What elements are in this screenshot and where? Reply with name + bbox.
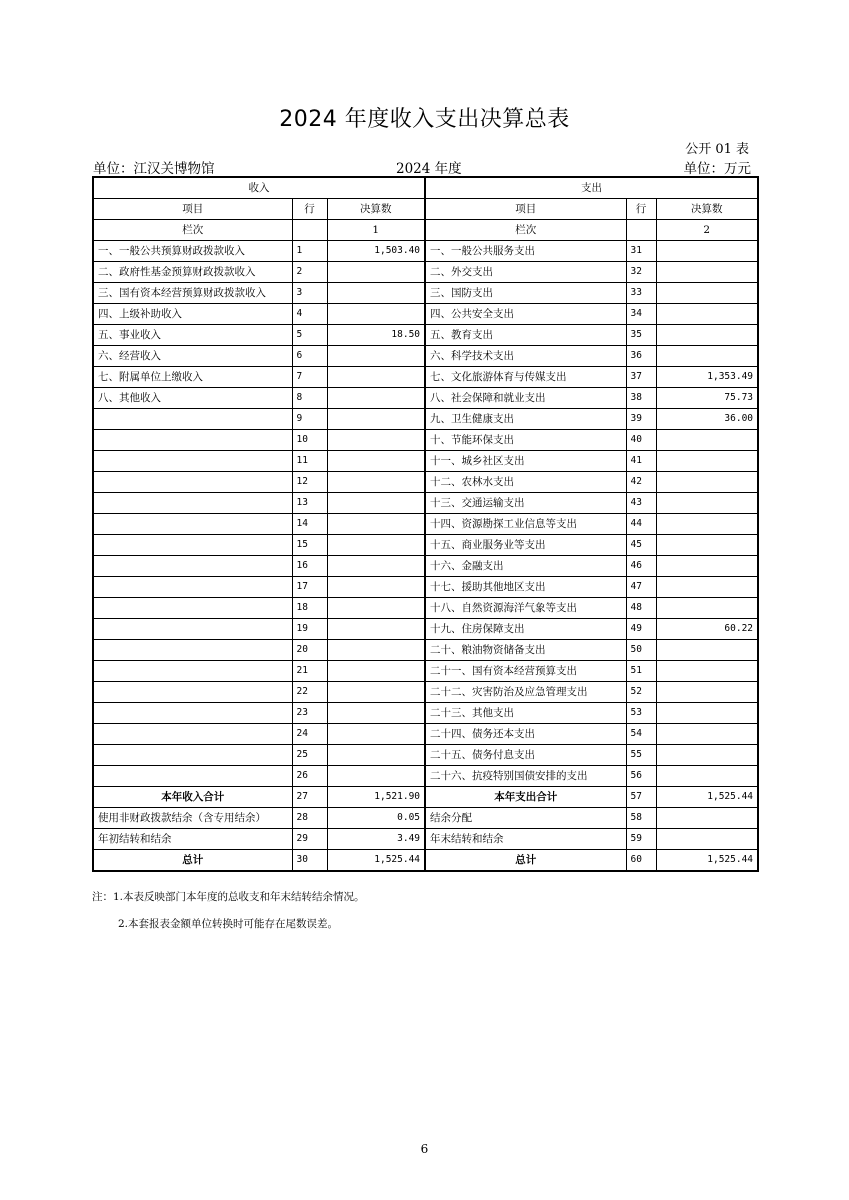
income-amount (327, 619, 425, 640)
expense-amount (656, 661, 758, 682)
note-1: 注：1.本表反映部门本年度的总收支和年末结转结余情况。 (92, 891, 365, 903)
income-amount (327, 514, 425, 535)
income-row-number: 7 (292, 367, 327, 388)
expense-row-number: 36 (626, 346, 656, 367)
expense-item: 十、节能环保支出 (425, 430, 626, 451)
expense-row-number: 31 (626, 241, 656, 262)
table-row (93, 241, 758, 262)
income-row-number: 9 (292, 409, 327, 430)
income-item (93, 514, 292, 535)
income-item (93, 703, 292, 724)
income-row-number: 3 (292, 283, 327, 304)
income-row-number: 15 (292, 535, 327, 556)
expense-item: 二、外交支出 (425, 262, 626, 283)
expense-column-blank (626, 220, 656, 241)
income-item (93, 493, 292, 514)
income-item (93, 535, 292, 556)
income-column-blank (292, 220, 327, 241)
expense-row-number: 51 (626, 661, 656, 682)
expense-amount: 1,525.44 (656, 787, 758, 808)
income-row-number: 16 (292, 556, 327, 577)
expense-amount (656, 577, 758, 598)
expense-amount: 75.73 (656, 388, 758, 409)
table-row (93, 262, 758, 283)
table-notes (92, 884, 365, 938)
expense-item: 十八、自然资源海洋气象等支出 (425, 598, 626, 619)
expense-item: 三、国防支出 (425, 283, 626, 304)
expense-item: 十二、农林水支出 (425, 472, 626, 493)
expense-item: 结余分配 (425, 808, 626, 829)
income-row-number: 13 (292, 493, 327, 514)
expense-row-number: 52 (626, 682, 656, 703)
table-row (93, 472, 758, 493)
income-amount (327, 598, 425, 619)
income-column-index: 1 (327, 220, 425, 241)
income-expense-table (92, 176, 759, 872)
income-row-number: 23 (292, 703, 327, 724)
table-row (93, 703, 758, 724)
income-amount: 3.49 (327, 829, 425, 850)
expense-column-index: 2 (656, 220, 758, 241)
table-row (93, 430, 758, 451)
income-amount (327, 703, 425, 724)
expense-item: 十四、资源勘探工业信息等支出 (425, 514, 626, 535)
income-row-header: 行 (292, 199, 327, 220)
income-amount (327, 577, 425, 598)
income-amount (327, 661, 425, 682)
table-row (93, 388, 758, 409)
income-amount (327, 283, 425, 304)
income-item (93, 556, 292, 577)
income-amount (327, 430, 425, 451)
table-row (93, 556, 758, 577)
income-row-number: 12 (292, 472, 327, 493)
expense-row-number: 55 (626, 745, 656, 766)
expense-item: 十五、商业服务业等支出 (425, 535, 626, 556)
table-row (93, 367, 758, 388)
expense-item: 七、文化旅游体育与传媒支出 (425, 367, 626, 388)
expense-amount (656, 703, 758, 724)
table-row (93, 346, 758, 367)
table-row (93, 787, 758, 808)
income-row-number: 14 (292, 514, 327, 535)
income-row-number: 8 (292, 388, 327, 409)
table-row (93, 682, 758, 703)
expense-amount (656, 808, 758, 829)
expense-row-number: 40 (626, 430, 656, 451)
income-item (93, 661, 292, 682)
table-row (93, 451, 758, 472)
expense-item: 四、公共安全支出 (425, 304, 626, 325)
table-row (93, 724, 758, 745)
expense-amount (656, 241, 758, 262)
table-row (93, 640, 758, 661)
expense-item: 年末结转和结余 (425, 829, 626, 850)
report-year: 2024 年度 (396, 161, 462, 177)
expense-amount: 60.22 (656, 619, 758, 640)
income-row-number: 22 (292, 682, 327, 703)
expense-item: 八、社会保障和就业支出 (425, 388, 626, 409)
income-row-number: 24 (292, 724, 327, 745)
income-amount (327, 346, 425, 367)
expense-row-number: 34 (626, 304, 656, 325)
expense-row-number: 43 (626, 493, 656, 514)
income-amount: 0.05 (327, 808, 425, 829)
income-amount (327, 745, 425, 766)
income-amount: 1,503.40 (327, 241, 425, 262)
note-2: 2.本套报表金额单位转换时可能存在尾数误差。 (118, 918, 339, 930)
income-amount (327, 262, 425, 283)
expense-row-number: 46 (626, 556, 656, 577)
expense-amount (656, 598, 758, 619)
expense-item: 一、一般公共服务支出 (425, 241, 626, 262)
expense-item: 二十二、灾害防治及应急管理支出 (425, 682, 626, 703)
expense-item: 五、教育支出 (425, 325, 626, 346)
income-item (93, 598, 292, 619)
money-unit: 单位：万元 (683, 161, 751, 177)
expense-item: 十三、交通运输支出 (425, 493, 626, 514)
income-amount: 1,525.44 (327, 850, 425, 872)
income-row-number: 6 (292, 346, 327, 367)
income-row-number: 28 (292, 808, 327, 829)
expense-section-header: 支出 (425, 177, 758, 199)
income-amount (327, 535, 425, 556)
income-amount-header: 决算数 (327, 199, 425, 220)
expense-item: 十九、住房保障支出 (425, 619, 626, 640)
expense-amount (656, 535, 758, 556)
expense-row-number: 49 (626, 619, 656, 640)
expense-row-number: 33 (626, 283, 656, 304)
expense-item: 二十、粮油物资储备支出 (425, 640, 626, 661)
income-item: 四、上级补助收入 (93, 304, 292, 325)
income-column-label: 栏次 (93, 220, 292, 241)
expense-row-number: 58 (626, 808, 656, 829)
expense-amount (656, 304, 758, 325)
expense-row-number: 45 (626, 535, 656, 556)
expense-row-number: 42 (626, 472, 656, 493)
income-item: 年初结转和结余 (93, 829, 292, 850)
expense-item: 本年支出合计 (425, 787, 626, 808)
expense-amount (656, 493, 758, 514)
income-section-header: 收入 (93, 177, 425, 199)
income-item: 总计 (93, 850, 292, 872)
table-row (93, 619, 758, 640)
income-row-number: 2 (292, 262, 327, 283)
expense-item: 十七、援助其他地区支出 (425, 577, 626, 598)
expense-row-number: 32 (626, 262, 656, 283)
table-row (93, 493, 758, 514)
expense-amount: 1,353.49 (656, 367, 758, 388)
table-row (93, 325, 758, 346)
income-row-number: 21 (292, 661, 327, 682)
expense-row-number: 38 (626, 388, 656, 409)
expense-item: 十一、城乡社区支出 (425, 451, 626, 472)
income-item: 本年收入合计 (93, 787, 292, 808)
income-row-number: 30 (292, 850, 327, 872)
expense-amount (656, 682, 758, 703)
income-row-number: 1 (292, 241, 327, 262)
income-row-number: 17 (292, 577, 327, 598)
income-amount (327, 409, 425, 430)
expense-row-number: 57 (626, 787, 656, 808)
expense-item: 二十六、抗疫特别国债安排的支出 (425, 766, 626, 787)
expense-amount (656, 283, 758, 304)
reporting-unit: 单位：江汉关博物馆 (93, 161, 215, 177)
expense-row-number: 56 (626, 766, 656, 787)
income-item (93, 682, 292, 703)
income-item: 一、一般公共预算财政拨款收入 (93, 241, 292, 262)
income-item: 使用非财政拨款结余（含专用结余） (93, 808, 292, 829)
expense-amount (656, 346, 758, 367)
income-amount (327, 304, 425, 325)
income-item (93, 745, 292, 766)
table-row (93, 850, 758, 872)
income-amount (327, 724, 425, 745)
header-row-columns (93, 199, 758, 220)
income-amount: 18.50 (327, 325, 425, 346)
expense-amount-header: 决算数 (656, 199, 758, 220)
income-item (93, 619, 292, 640)
table-row (93, 283, 758, 304)
income-item (93, 724, 292, 745)
table-row (93, 808, 758, 829)
income-item (93, 577, 292, 598)
table-row (93, 535, 758, 556)
expense-item: 二十三、其他支出 (425, 703, 626, 724)
income-amount (327, 640, 425, 661)
income-item (93, 766, 292, 787)
income-row-number: 11 (292, 451, 327, 472)
expense-amount (656, 766, 758, 787)
report-meta (93, 157, 757, 175)
expense-amount (656, 829, 758, 850)
income-item (93, 451, 292, 472)
expense-amount (656, 745, 758, 766)
expense-item-header: 项目 (425, 199, 626, 220)
expense-amount (656, 430, 758, 451)
expense-column-label: 栏次 (425, 220, 626, 241)
income-row-number: 10 (292, 430, 327, 451)
income-amount (327, 472, 425, 493)
income-row-number: 5 (292, 325, 327, 346)
expense-row-number: 37 (626, 367, 656, 388)
expense-item: 六、科学技术支出 (425, 346, 626, 367)
form-number: 公开 01 表 (685, 142, 749, 157)
expense-row-number: 60 (626, 850, 656, 872)
expense-item: 总计 (425, 850, 626, 872)
income-amount: 1,521.90 (327, 787, 425, 808)
expense-row-number: 59 (626, 829, 656, 850)
expense-row-number: 50 (626, 640, 656, 661)
income-amount (327, 388, 425, 409)
expense-amount (656, 514, 758, 535)
income-item: 五、事业收入 (93, 325, 292, 346)
expense-amount (656, 472, 758, 493)
table-row (93, 661, 758, 682)
expense-amount (656, 262, 758, 283)
income-item-header: 项目 (93, 199, 292, 220)
income-row-number: 25 (292, 745, 327, 766)
expense-amount: 36.00 (656, 409, 758, 430)
expense-row-number: 41 (626, 451, 656, 472)
income-amount (327, 367, 425, 388)
income-amount (327, 556, 425, 577)
income-item (93, 472, 292, 493)
table-row (93, 829, 758, 850)
income-row-number: 26 (292, 766, 327, 787)
expense-row-number: 54 (626, 724, 656, 745)
income-item: 七、附属单位上缴收入 (93, 367, 292, 388)
income-item: 六、经营收入 (93, 346, 292, 367)
header-row-column-index (93, 220, 758, 241)
table-row (93, 598, 758, 619)
table-row (93, 304, 758, 325)
income-item (93, 409, 292, 430)
expense-row-number: 48 (626, 598, 656, 619)
expense-amount (656, 325, 758, 346)
table-row (93, 745, 758, 766)
income-item (93, 640, 292, 661)
expense-row-number: 47 (626, 577, 656, 598)
expense-item: 九、卫生健康支出 (425, 409, 626, 430)
expense-row-number: 35 (626, 325, 656, 346)
expense-amount (656, 556, 758, 577)
expense-amount: 1,525.44 (656, 850, 758, 872)
page-number: 6 (420, 1142, 429, 1156)
income-row-number: 20 (292, 640, 327, 661)
income-item: 三、国有资本经营预算财政拨款收入 (93, 283, 292, 304)
expense-amount (656, 640, 758, 661)
expense-item: 二十一、国有资本经营预算支出 (425, 661, 626, 682)
income-item: 二、政府性基金预算财政拨款收入 (93, 262, 292, 283)
page-title: 2024 年度收入支出决算总表 (279, 107, 570, 132)
income-row-number: 4 (292, 304, 327, 325)
income-row-number: 27 (292, 787, 327, 808)
table-row (93, 409, 758, 430)
income-item: 八、其他收入 (93, 388, 292, 409)
income-amount (327, 682, 425, 703)
income-amount (327, 766, 425, 787)
expense-row-number: 44 (626, 514, 656, 535)
income-row-number: 18 (292, 598, 327, 619)
income-row-number: 29 (292, 829, 327, 850)
table-row (93, 577, 758, 598)
income-amount (327, 493, 425, 514)
expense-amount (656, 724, 758, 745)
table-row (93, 514, 758, 535)
income-amount (327, 451, 425, 472)
expense-item: 二十五、债务付息支出 (425, 745, 626, 766)
expense-row-number: 53 (626, 703, 656, 724)
expense-amount (656, 451, 758, 472)
expense-row-header: 行 (626, 199, 656, 220)
income-row-number: 19 (292, 619, 327, 640)
expense-item: 二十四、债务还本支出 (425, 724, 626, 745)
expense-item: 十六、金融支出 (425, 556, 626, 577)
header-row-sections (93, 177, 758, 199)
table-row (93, 766, 758, 787)
income-item (93, 430, 292, 451)
expense-row-number: 39 (626, 409, 656, 430)
